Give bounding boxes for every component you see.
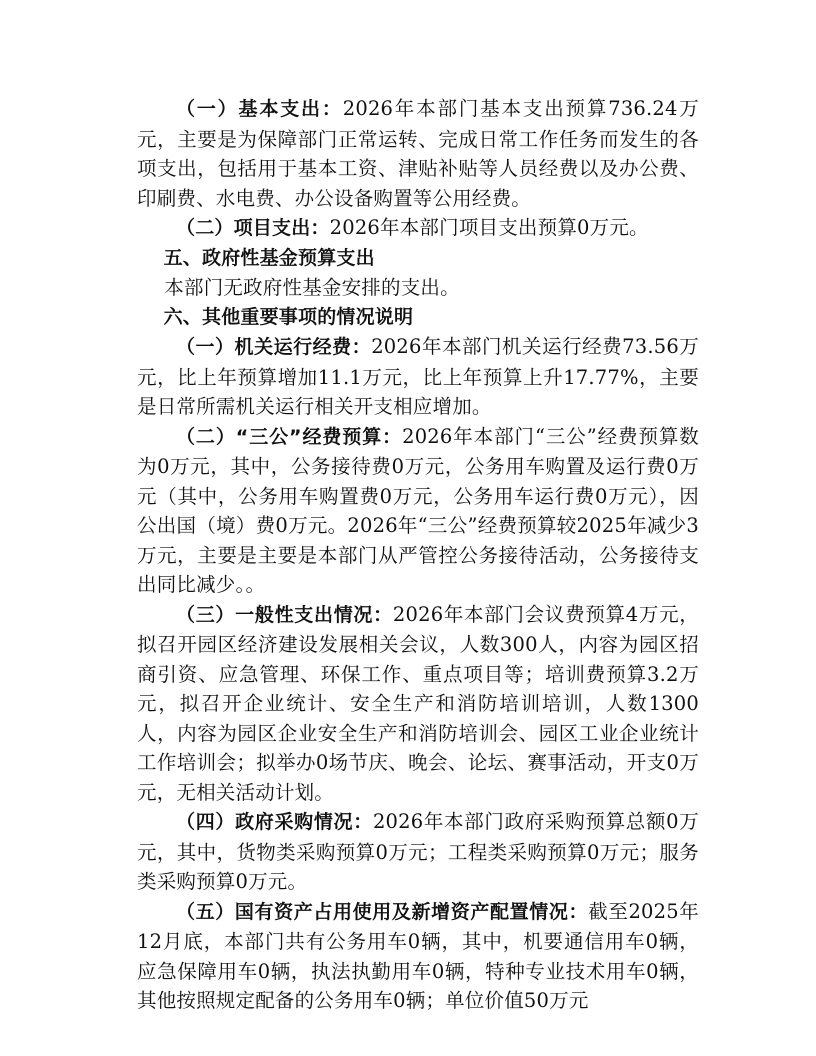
paragraph-government-procurement [137,807,699,897]
paragraph-text: 2026年本部门机关运行经费73.56万元，比上年预算增加11.1万元，比上年预算上升17.77%，主要是日常所需机关运行相关开支相应增加。 [137,335,699,418]
paragraph-lead: （三）一般性支出情况： [176,603,393,626]
document-body [137,94,699,1016]
paragraph-operating-expenses [137,332,699,422]
paragraph-three-public-expenses [137,422,699,600]
paragraph-text: 2026年本部门项目支出预算0万元。 [329,216,649,239]
paragraph-general-expenditure [137,600,699,808]
paragraph-lead: （五）国有资产占用使用及新增资产配置情况： [176,900,589,923]
section-heading-government-fund: 五、政府性基金预算支出 [163,246,375,269]
paragraph-text: 2026年本部门“三公”经费预算数为0万元，其中，公务接待费0万元，公务用车购置及运行费0万元（其中，公务用车购置费0万元，公务用车运行费0万元），因公出国（境）费0万元。2026年“三公”经费预算较2025年减少3万元，主要是主要是本部门从严管控公务接待活动，公务接待支出同比减少。。 [137,424,699,596]
paragraph-lead: （一）机关运行经费： [176,336,372,358]
paragraph-text: 2026年本部门会议费预算4万元，拟召开园区经济建设发展相关会议，人数300人，内容为园区招商引资、应急管理、环保工作、重点项目等；培训费预算3.2万元，拟召开企业统计、安全生产和消防培训培训，人数1300人，内容为园区企业安全生产和消防培训会、园区工业企业统计工作培训会；拟举办0场节庆、晚会、论坛、赛事活动，开支0万元，无相关活动计划。 [137,602,700,804]
paragraph-lead: （二）“三公”经费预算： [176,425,403,448]
paragraph-lead: （一）基本支出： [176,98,343,120]
paragraph-lead: （四）政府采购情况： [176,811,373,833]
paragraph-lead: （二）项目支出： [176,217,330,239]
paragraph-text: 2026年本部门政府采购预算总额0万元，其中，货物类采购预算0万元；工程类采购预算0万元；服务类采购预算0万元。 [137,810,699,893]
paragraph-state-assets [137,897,699,1016]
paragraph-government-fund-note: 本部门无政府性基金安排的支出。 [164,276,460,299]
paragraph-project-expenditure [137,213,699,244]
paragraph-text: 2026年本部门基本支出预算736.24万元，主要是为保障部门正常运转、完成日常工作任务而发生的各项支出，包括用于基本工资、津贴补贴等人员经费以及办公费、印刷费、水电费、办公设备购置等公用经费。 [137,97,699,210]
paragraph-basic-expenditure [137,94,699,213]
section-heading-other-matters: 六、其他重要事项的情况说明 [163,305,414,328]
paragraph-text: 截至2025年12月底，本部门共有公务用车0辆，其中，机要通信用车0辆，应急保障用车0辆，执法执勤用车0辆，特种专业技术用车0辆，其他按照规定配备的公务用车0辆；单位价值50万元 [137,899,699,1012]
